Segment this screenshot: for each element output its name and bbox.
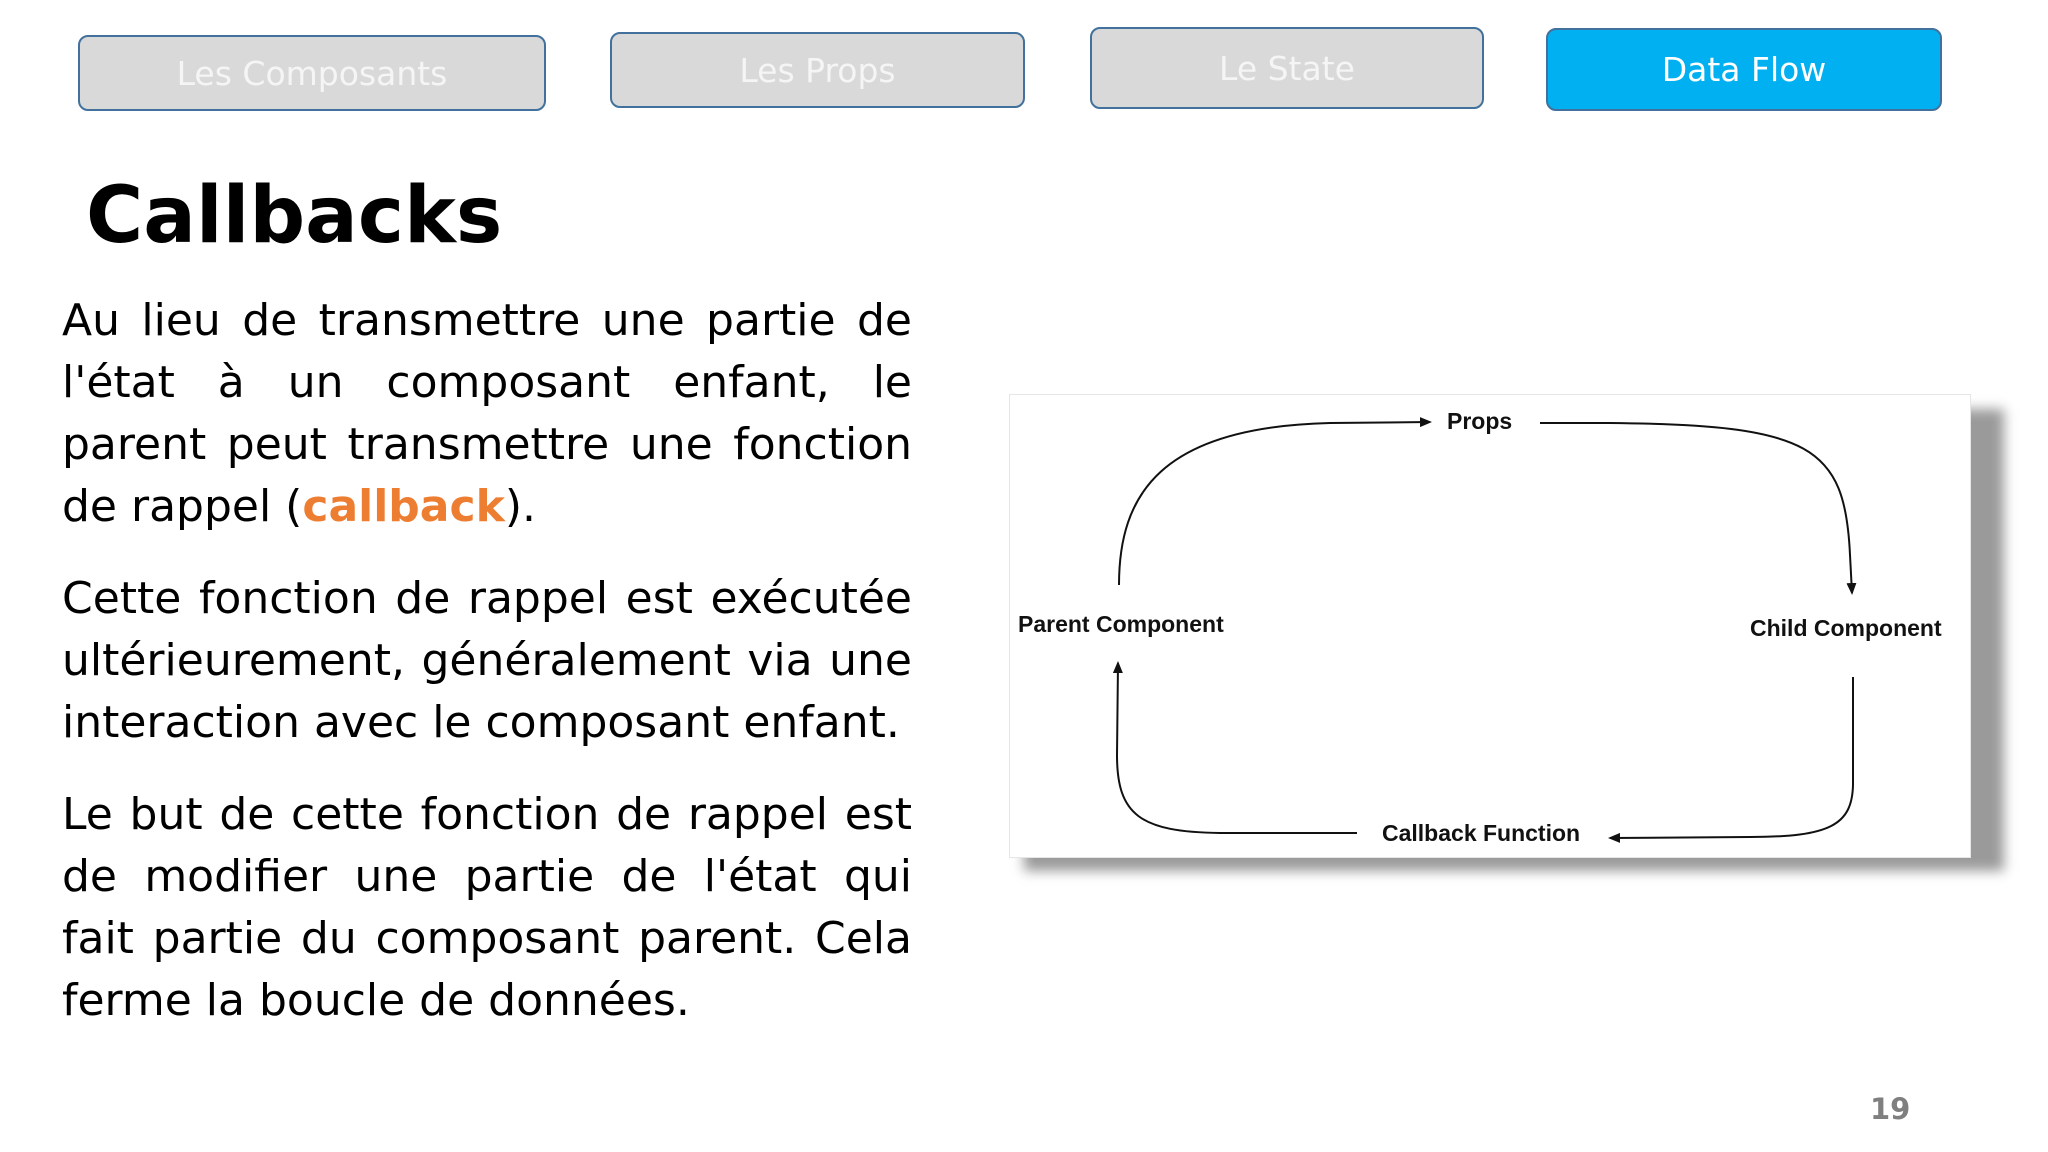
diagram-panel [1010, 395, 1970, 857]
arrow-parent-to-props [1119, 422, 1430, 585]
child-component-label: Child Component [1750, 615, 1942, 641]
paragraph-1-after: ). [504, 481, 536, 532]
paragraph-callback-execution: Cette fonction de rappel est exécutée ultérieurement, généralement via une interaction avec le composant enfant. [62, 573, 912, 748]
slide-title: Callbacks [86, 171, 503, 261]
arrow-child-to-callback [1610, 677, 1853, 838]
tab-les-props[interactable]: Les Props [610, 32, 1025, 108]
tab-data-flow[interactable]: Data Flow [1546, 28, 1942, 111]
arrow-callback-to-parent [1117, 663, 1357, 833]
parent-component-label: Parent Component [1018, 611, 1224, 637]
paragraph-callback-intro [62, 290, 912, 538]
slide-body [62, 290, 912, 1062]
paragraph-1-before: Au lieu de transmettre une partie de l'état à un composant enfant, le parent peut transmettre une fonction de rappel ( [62, 295, 912, 532]
page-number: 19 [1870, 1092, 1911, 1126]
arrow-props-to-child [1540, 423, 1852, 593]
callback-function-label: Callback Function [1382, 820, 1581, 846]
diagram-svg [1010, 395, 1970, 857]
data-flow-diagram [1010, 395, 2010, 905]
callback-highlight: callback [302, 481, 505, 532]
tab-le-state[interactable]: Le State [1090, 27, 1484, 109]
props-label: Props [1447, 408, 1513, 434]
tab-les-composants[interactable]: Les Composants [78, 35, 546, 111]
paragraph-callback-purpose: Le but de cette fonction de rappel est de modifier une partie de l'état qui fait partie du composant parent. Cela ferme la boucle de données. [62, 789, 912, 1026]
